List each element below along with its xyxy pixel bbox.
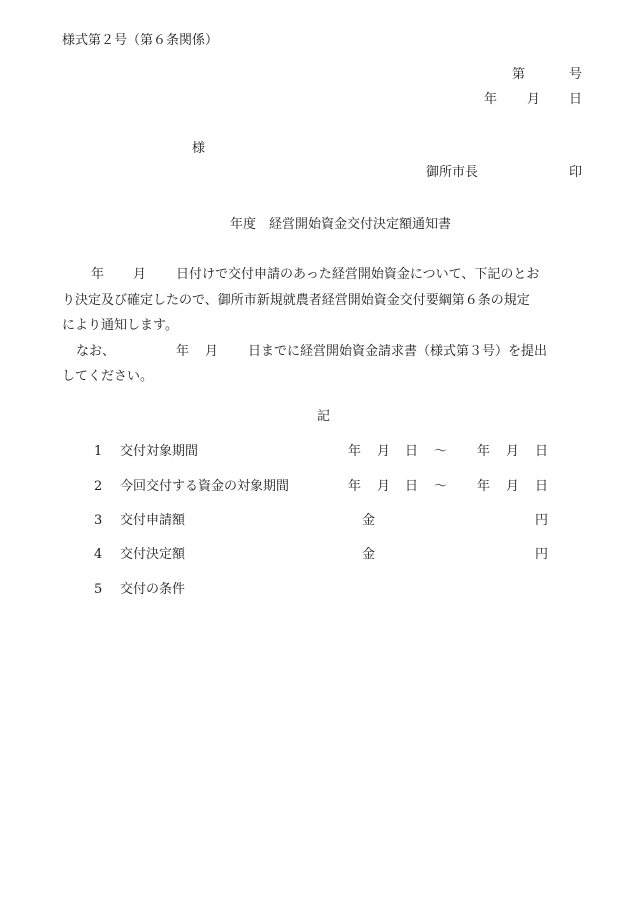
date-year: 年: [484, 92, 498, 107]
item-2-month-end: 月: [506, 479, 520, 494]
item-1-label: 交付対象期間: [120, 444, 199, 459]
form-id: 様式第２号（第６条関係）: [62, 33, 219, 48]
ki-heading: 記: [317, 409, 331, 424]
issuer-seal: 印: [569, 165, 583, 180]
item-2-label: 今回交付する資金の対象期間: [120, 479, 290, 494]
item-2-year-end: 年: [477, 479, 491, 494]
date-day: 日: [569, 92, 583, 107]
item-3-yen: 円: [535, 513, 549, 528]
para1-line2: り決定及び確定したので、御所市新規就農者経営開始資金交付要綱第６条の規定: [62, 293, 530, 308]
number-suffix: 号: [569, 67, 583, 82]
item-3-label: 交付申請額: [120, 513, 186, 528]
issuer-title: 御所市長: [426, 165, 479, 180]
para1-month: 月: [133, 267, 147, 282]
item-1-month-end: 月: [506, 444, 520, 459]
item-1-day: 日: [405, 444, 419, 459]
item-4-number: 4: [94, 547, 103, 562]
item-1-year: 年: [348, 444, 362, 459]
item-2-tilde: ～: [434, 479, 448, 494]
para2-nao: なお、: [76, 344, 116, 359]
item-4-yen: 円: [535, 547, 549, 562]
item-2-number: 2: [94, 479, 103, 494]
item-5-number: 5: [94, 582, 103, 597]
para2-month: 月: [205, 344, 219, 359]
item-2-month: 月: [377, 479, 391, 494]
item-1-year-end: 年: [477, 444, 491, 459]
para2-line1: 日までに経営開始資金請求書（様式第３号）を提出: [248, 344, 548, 359]
para2-line2: してください。: [62, 369, 154, 384]
item-3-number: 3: [94, 513, 103, 528]
item-3-kin: 金: [362, 513, 376, 528]
item-4-kin: 金: [362, 547, 376, 562]
addressee-suffix: 様: [192, 141, 206, 156]
item-1-tilde: ～: [434, 444, 448, 459]
item-1-day-end: 日: [535, 444, 549, 459]
document-title: 年度 経営開始資金交付決定額通知書: [230, 217, 452, 232]
item-1-month: 月: [377, 444, 391, 459]
para2-year: 年: [176, 344, 190, 359]
para1-line1: 日付けで交付申請のあった経営開始資金について、下記のとお: [176, 267, 540, 282]
date-month: 月: [527, 92, 541, 107]
item-2-day-end: 日: [535, 479, 549, 494]
item-4-label: 交付決定額: [120, 547, 186, 562]
item-2-day: 日: [405, 479, 419, 494]
number-prefix: 第: [512, 67, 526, 82]
item-1-number: 1: [94, 444, 103, 459]
item-5-label: 交付の条件: [120, 582, 186, 597]
item-2-year: 年: [348, 479, 362, 494]
para1-year: 年: [91, 267, 105, 282]
para1-line3: により通知します。: [62, 318, 178, 333]
